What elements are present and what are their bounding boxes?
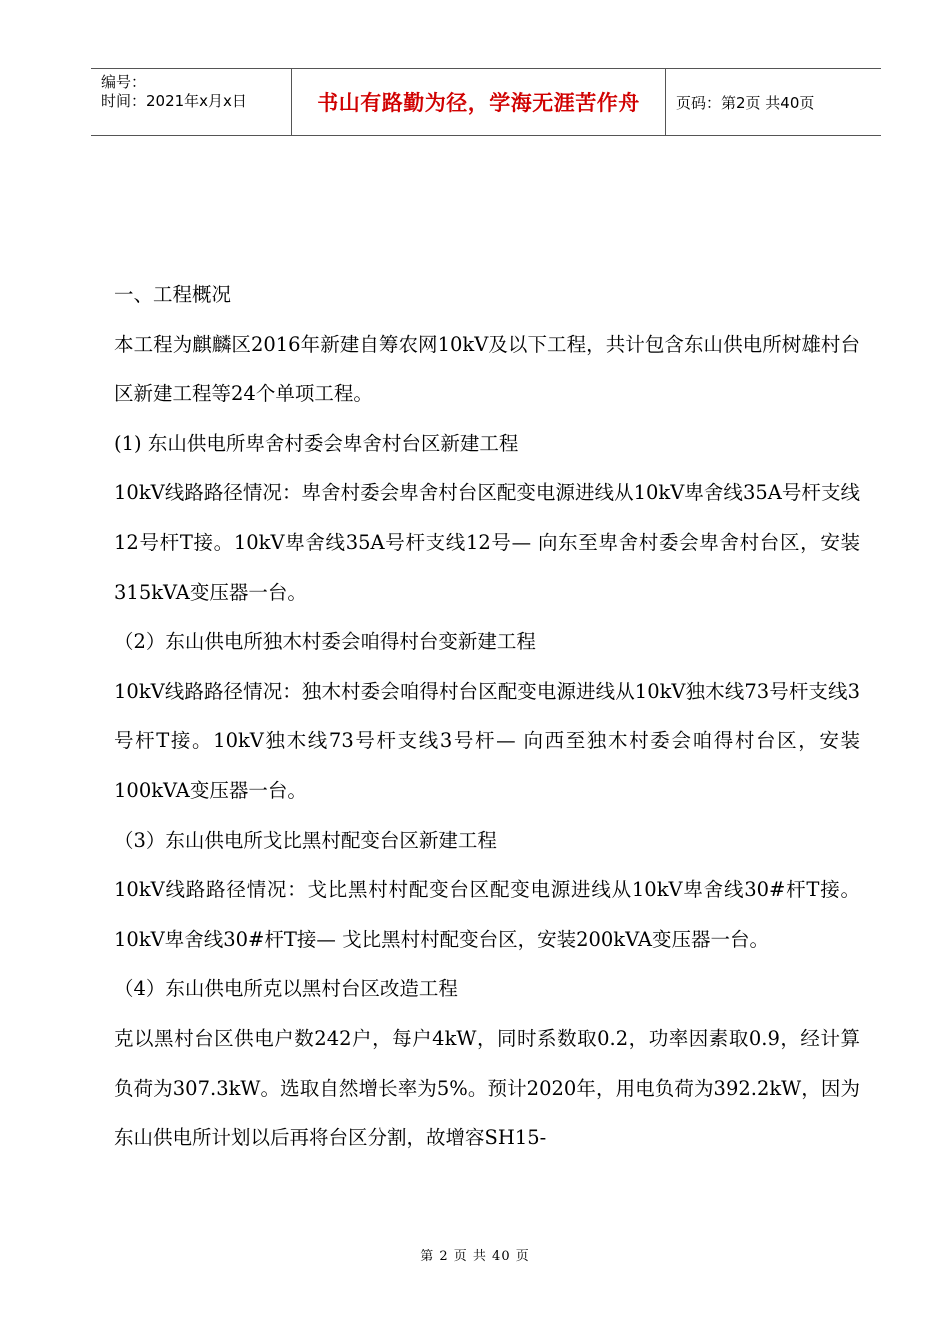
subheading-project-4: （4）东山供电所克以黑村台区改造工程 [114,977,458,1001]
document-time-label: 时间：2021年x月x日 [101,92,247,110]
paragraph-project-3-route: 10kV线路路径情况：戈比黑村村配变台区配变电源进线从10kV卑舍线30#杆T接。10kV卑舍线30#杆T接— 戈比黑村村配变台区，安装200kVA变压器一台。 [114,878,860,951]
paragraph-project-1-route: 10kV线路路径情况：卑舍村委会卑舍村台区配变电源进线从10kV卑舍线35A号杆支线12号杆T接。10kV卑舍线35A号杆支线12号— 向东至卑舍村委会卑舍村台区，安装315kVA变压器一台。 [114,481,860,604]
page-footer: 第 2 页 共 40 页 [420,1249,530,1264]
header-meta [91,69,292,135]
paragraph-project-2-route: 10kV线路路径情况：独木村委会咱得村台区配变电源进线从10kV独木线73号杆支线3号杆T接。10kV独木线73号杆支线3号杆— 向西至独木村委会咱得村台区，安装100kVA变压器一台。 [114,679,860,802]
paragraph-intro: 本工程为麒麟区2016年新建自筹农网10kV及以下工程，共计包含东山供电所树雄村台区新建工程等24个单项工程。 [114,332,860,406]
section-heading: 一、工程概况 [114,283,232,306]
header-motto: 书山有路勤为径，学海无涯苦作舟 [292,69,666,135]
subheading-project-2: （2）东山供电所独木村委会咱得村台变新建工程 [114,630,536,654]
header-page-number: 页码：第2页 共40页 [676,93,815,112]
document-body [114,270,860,1163]
page-header [91,68,881,136]
subheading-project-1: (1) 东山供电所卑舍村委会卑舍村台区新建工程 [114,431,519,455]
paragraph-project-4-load: 克以黑村台区供电户数242户，每户4kW，同时系数取0.2，功率因素取0.9，经计算负荷为307.3kW。选取自然增长率为5%。预计2020年，用电负荷为392.2kW，因为东山供电所计划以后再将台区分割，故增容SH15- [114,1026,860,1150]
document-number-label: 编号： [101,73,147,91]
subheading-project-3: （3）东山供电所戈比黑村配变台区新建工程 [114,828,497,852]
